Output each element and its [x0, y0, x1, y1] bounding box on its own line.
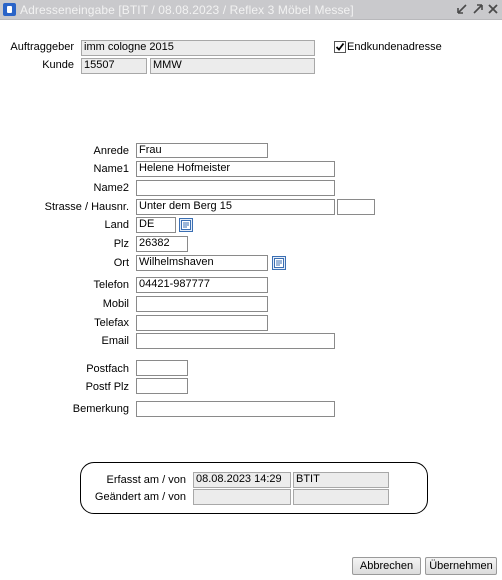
endkundenadresse-label: Endkundenadresse	[347, 41, 442, 53]
email-field[interactable]	[136, 333, 335, 349]
strasse-field[interactable]: Unter dem Berg 15	[136, 199, 335, 215]
name1-field[interactable]: Helene Hofmeister	[136, 161, 335, 177]
land-field[interactable]: DE	[136, 217, 176, 233]
postfach-field[interactable]	[136, 360, 188, 376]
maximize-icon[interactable]	[471, 2, 485, 16]
hausnr-field[interactable]	[337, 199, 375, 215]
mobil-field[interactable]	[136, 296, 268, 312]
kunde-nr-field: 15507	[81, 58, 147, 74]
strasse-label: Strasse / Hausnr.	[44, 201, 129, 213]
bemerkung-label: Bemerkung	[72, 403, 129, 415]
anrede-field[interactable]: Frau	[136, 143, 268, 158]
kunde-name-field: MMW	[150, 58, 315, 74]
mobil-label: Mobil	[102, 298, 129, 310]
erfasst-label: Erfasst am / von	[106, 474, 186, 486]
postfach-label: Postfach	[86, 363, 129, 375]
name2-label: Name2	[93, 182, 129, 194]
telefon-field[interactable]: 04421-987777	[136, 277, 268, 293]
name1-label: Name1	[93, 163, 129, 175]
close-icon[interactable]	[486, 2, 500, 16]
ort-label: Ort	[113, 257, 129, 269]
plz-field[interactable]: 26382	[136, 236, 188, 252]
erfasst-am-field: 08.08.2023 14:29	[193, 472, 291, 488]
audit-group	[80, 462, 428, 514]
auftraggeber-field: imm cologne 2015	[81, 40, 315, 56]
land-lookup-icon[interactable]	[179, 218, 193, 232]
telefax-label: Telefax	[94, 317, 129, 329]
uebernehmen-button[interactable]: Übernehmen	[425, 557, 497, 575]
land-label: Land	[104, 219, 129, 231]
postfplz-label: Postf Plz	[85, 381, 129, 393]
erfasst-von-field: BTIT	[293, 472, 389, 488]
minimize-icon[interactable]	[455, 2, 469, 16]
geaendert-von-field	[293, 489, 389, 505]
abbrechen-button[interactable]: Abbrechen	[352, 557, 421, 575]
email-label: Email	[101, 335, 129, 347]
title-bar	[0, 0, 502, 20]
ort-field[interactable]: Wilhelmshaven	[136, 255, 268, 271]
geaendert-am-field	[193, 489, 291, 505]
kunde-label: Kunde	[42, 59, 74, 71]
ort-lookup-icon[interactable]	[272, 256, 286, 270]
app-icon	[3, 3, 16, 16]
endkundenadresse-checkbox[interactable]	[334, 41, 346, 53]
window-title: Adresseneingabe [BTIT / 08.08.2023 / Reflex 3 Möbel Messe]	[20, 3, 354, 17]
telefon-label: Telefon	[93, 279, 129, 291]
name2-field[interactable]	[136, 180, 335, 196]
bemerkung-field[interactable]	[136, 401, 335, 417]
plz-label: Plz	[113, 238, 129, 250]
postfplz-field[interactable]	[136, 378, 188, 394]
anrede-label: Anrede	[93, 145, 129, 157]
telefax-field[interactable]	[136, 315, 268, 331]
geaendert-label: Geändert am / von	[94, 491, 186, 503]
auftraggeber-label: Auftraggeber	[10, 41, 74, 53]
